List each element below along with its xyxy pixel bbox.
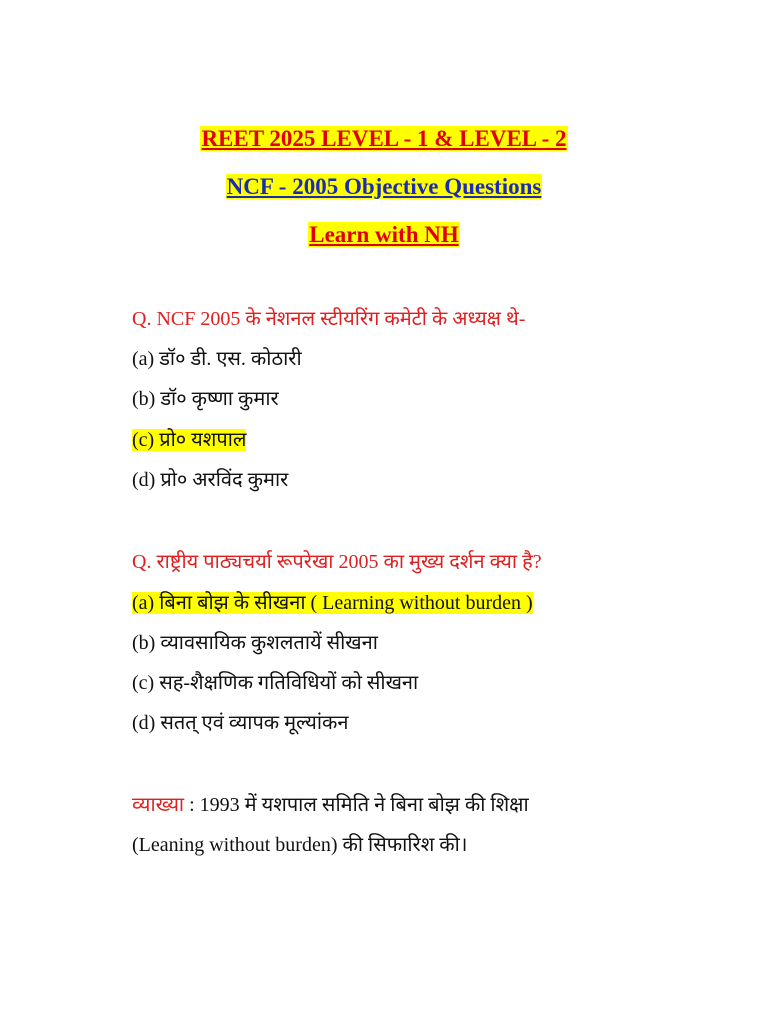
- title-ncf-objective-text: NCF - 2005 Objective Questions: [226, 174, 542, 199]
- question-1-option-a: (a) डॉ० डी. एस. कोठारी: [132, 348, 302, 370]
- question-2-option-c: (c) सह-शैक्षणिक गतिविधियों को सीखना: [132, 672, 419, 694]
- question-1-option-c-text: (c) प्रो० यशपाल: [132, 429, 247, 451]
- question-2-option-a-text: (a) बिना बोझ के सीखना ( Learning without burden ): [132, 592, 533, 614]
- title-reet-levels: [0, 125, 768, 153]
- question-2-option-a-answer: [132, 590, 533, 616]
- explanation-line-1: [132, 792, 529, 818]
- question-2-option-b: (b) व्यावसायिक कुशलतायें सीखना: [132, 632, 378, 654]
- title-reet-levels-text: REET 2025 LEVEL - 1 & LEVEL - 2: [201, 126, 567, 151]
- explanation-label: व्याख्या: [132, 794, 185, 816]
- title-ncf-objective: [0, 173, 768, 201]
- question-2: Q. राष्ट्रीय पाठ्यचर्या रूपरेखा 2005 का मुख्य दर्शन क्या है?: [132, 551, 542, 573]
- question-1-option-d: (d) प्रो० अरविंद कुमार: [132, 469, 289, 491]
- title-learn-with-nh: [0, 221, 768, 249]
- explanation-line-2: (Leaning without burden) की सिफारिश की।: [132, 834, 468, 856]
- question-1-option-c-answer: [132, 427, 246, 453]
- question-2-option-d: (d) सतत् एवं व्यापक मूल्यांकन: [132, 712, 349, 734]
- question-1: Q. NCF 2005 के नेशनल स्टीयरिंग कमेटी के अध्यक्ष थे-: [132, 308, 526, 330]
- explanation-text-1: : 1993 में यशपाल समिति ने बिना बोझ की शिक्षा: [184, 794, 529, 816]
- question-1-option-b: (b) डॉ० कृष्णा कुमार: [132, 388, 279, 410]
- title-learn-with-nh-text: Learn with NH: [309, 222, 459, 247]
